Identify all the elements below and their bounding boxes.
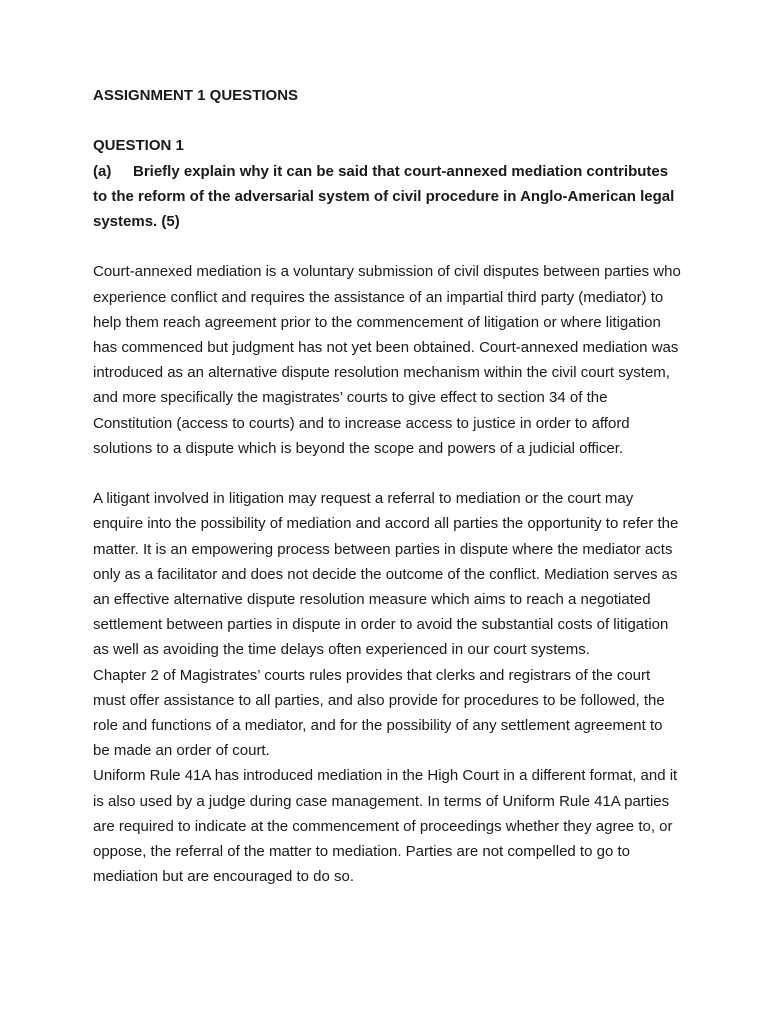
question-text: Briefly explain why it can be said that court-annexed mediation contributes to the reform of the adversarial system of civil procedure in Anglo-American legal systems. (5) (93, 162, 675, 230)
answer-paragraph-3: Chapter 2 of Magistrates’ courts rules provides that clerks and registrars of the court must offer assistance to all parties, and also provide for procedures to be followed, the role and functions of a mediator, and for the possibility of any settlement agreement to be made an order of court. (93, 666, 665, 760)
spacer (93, 461, 683, 486)
question-prompt (93, 159, 683, 235)
spacer (93, 234, 683, 259)
assignment-title: ASSIGNMENT 1 QUESTIONS (93, 87, 299, 104)
answer-paragraph-2: A litigant involved in litigation may request a referral to mediation or the court may enquire into the possibility of mediation and accord all parties the opportunity to refer the matter. It is an empowering process between parties in dispute where the mediator acts only as a facilitator and does not decide the outcome of the conflict. Mediation serves as an effective alternative dispute resolution measure which aims to reach a negotiated settlement between parties in dispute in order to avoid the substantial costs of litigation as well as avoiding the time delays often experienced in our court systems. (93, 490, 679, 659)
answer-paragraph-1: Court-annexed mediation is a voluntary submission of civil disputes between parties who experience conflict and requires the assistance of an impartial third party (mediator) to help them reach agreement prior to the commencement of litigation or where litigation has commenced but judgment has not yet been obtained. Court-annexed mediation was introduced as an alternative dispute resolution mechanism within the civil court system, and more specifically the magistrates’ courts to give effect to section 34 of the Constitution (access to courts) and to increase access to justice in order to afford solutions to a dispute which is beyond the scope and powers of a judicial officer. (93, 263, 681, 457)
question-heading: QUESTION 1 (93, 137, 184, 155)
question-label: (a) (93, 162, 112, 180)
document-page (93, 83, 683, 889)
answer-paragraph-4: Uniform Rule 41A has introduced mediation in the High Court in a different format, and it is also used by a judge during case management. In terms of Uniform Rule 41A parties are required to indicate at the commencement of proceedings whether they agree to, or oppose, the referral of the matter to mediation. Parties are not compelled to go to mediation but are encouraged to do so. (93, 767, 678, 886)
spacer (93, 108, 683, 133)
